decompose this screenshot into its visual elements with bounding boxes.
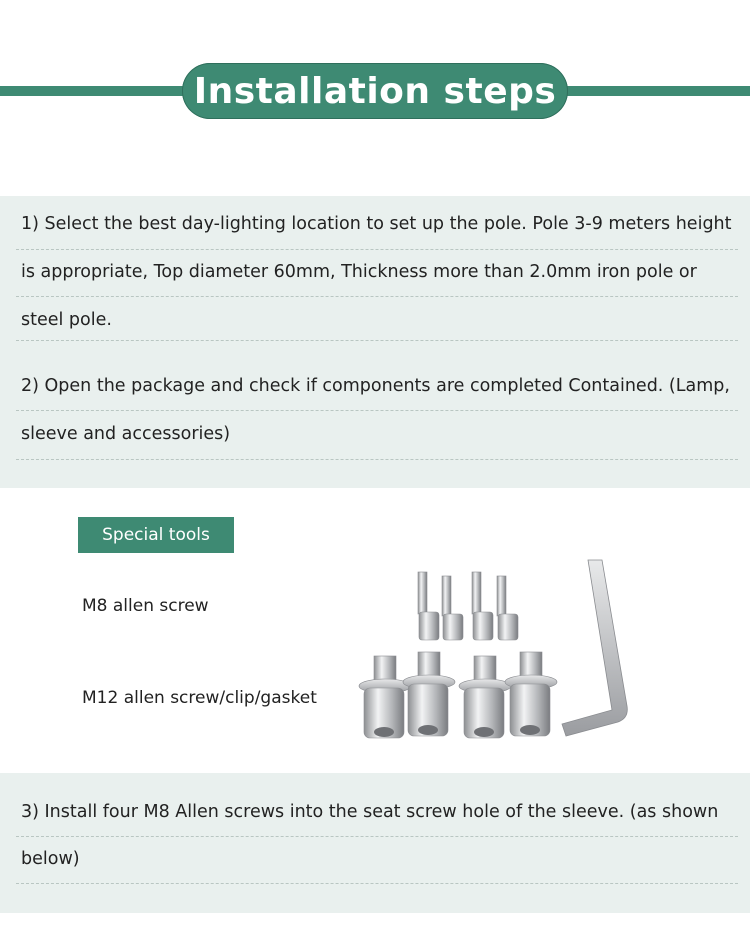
step-2-line-1: 2) Open the package and check if components are completed Contained. (Lamp, [21, 376, 730, 396]
divider [16, 883, 738, 884]
m8-screw-icon [497, 576, 518, 640]
step-3-line-2: below) [21, 849, 80, 869]
divider [16, 296, 738, 297]
allen-key-icon [562, 560, 627, 736]
m12-screw-icon [505, 652, 557, 736]
m8-screw-icon [442, 576, 463, 640]
section-title-badge [182, 63, 568, 119]
step-2-line-2: sleeve and accessories) [21, 424, 231, 444]
step-3-line-1: 3) Install four M8 Allen screws into the seat screw hole of the sleeve. (as shown [21, 802, 719, 822]
special-tools-label: Special tools [102, 525, 210, 545]
special-tools-badge [78, 517, 234, 553]
m8-screw-icon [418, 572, 439, 640]
step-1-line-2: is appropriate, Top diameter 60mm, Thickness more than 2.0mm iron pole or [21, 262, 697, 282]
steps-panel-1 [0, 196, 750, 488]
tool-m12-label: M12 allen screw/clip/gasket [82, 688, 317, 708]
page-title: Installation steps [193, 70, 557, 112]
divider [16, 410, 738, 411]
m12-screw-icon [359, 656, 411, 738]
m12-screw-icon [403, 652, 455, 736]
steps-panel-2 [0, 773, 750, 913]
hardware-image [352, 556, 634, 748]
divider [16, 340, 738, 341]
tool-m8-label: M8 allen screw [82, 596, 209, 616]
step-1-line-1: 1) Select the best day-lighting location to set up the pole. Pole 3-9 meters height [21, 214, 732, 234]
divider [16, 836, 738, 837]
m8-screw-icon [472, 572, 493, 640]
divider [16, 459, 738, 460]
step-1-line-3: steel pole. [21, 310, 112, 330]
m12-screw-icon [459, 656, 511, 738]
divider [16, 249, 738, 250]
